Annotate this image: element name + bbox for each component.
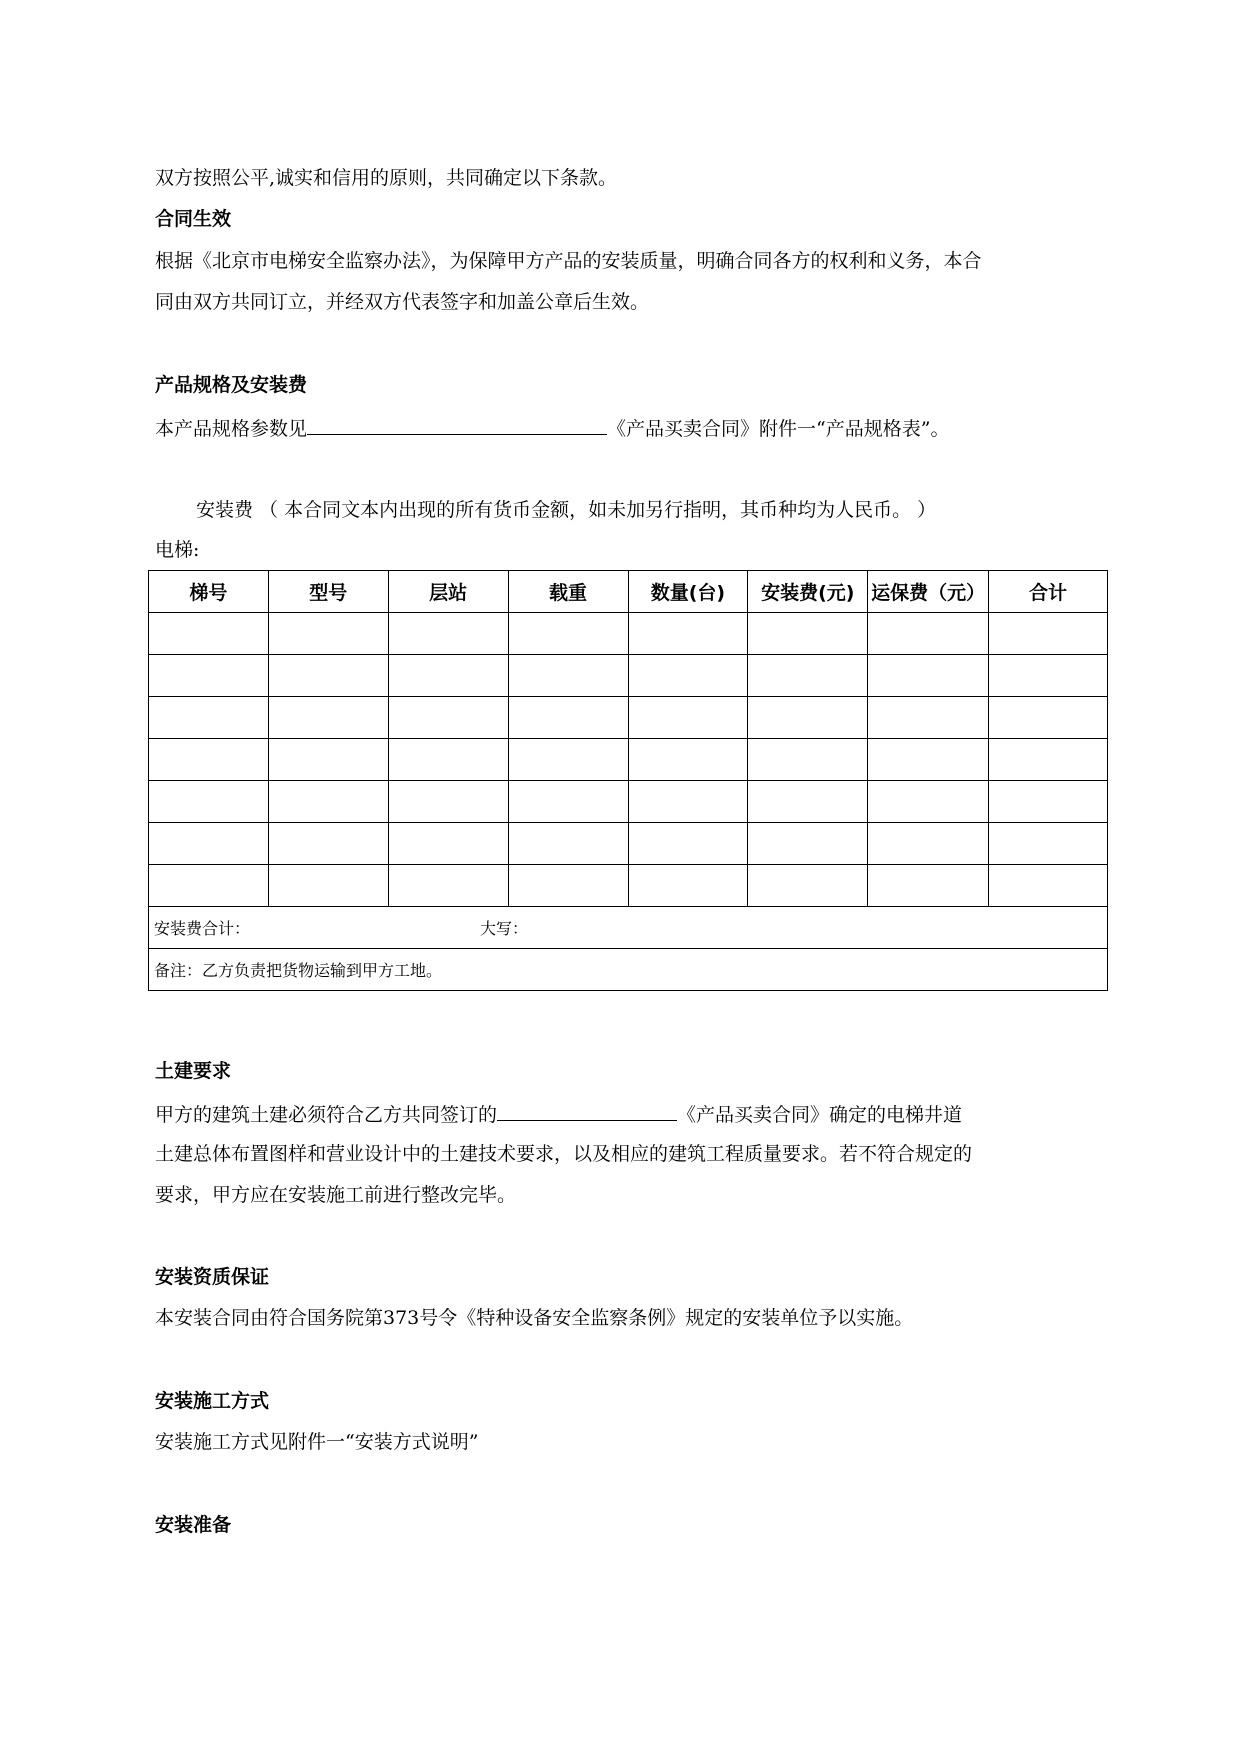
table-cell[interactable] <box>388 739 508 781</box>
table-cell[interactable] <box>748 739 868 781</box>
table-cell[interactable] <box>989 739 1108 781</box>
spec-blank-field[interactable] <box>307 414 607 435</box>
table-total-row <box>149 907 1108 949</box>
elevator-label: 电梯: <box>155 539 200 561</box>
table-cell[interactable] <box>868 697 989 739</box>
table-cell[interactable] <box>388 781 508 823</box>
table-cell[interactable] <box>508 655 628 697</box>
table-cell[interactable] <box>868 781 989 823</box>
table-cell[interactable] <box>989 781 1108 823</box>
table-row <box>149 865 1108 907</box>
table-cell[interactable] <box>868 739 989 781</box>
section-title-prep: 安装准备 <box>155 1514 232 1536</box>
method-text: 安装施工方式见附件一“安装方式说明” <box>155 1431 479 1453</box>
table-cell[interactable] <box>748 697 868 739</box>
header-cell: 层站 <box>388 571 508 613</box>
table-remark-row <box>149 949 1108 991</box>
section-title-spec: 产品规格及安装费 <box>155 374 308 396</box>
table-cell[interactable] <box>149 739 269 781</box>
table-cell[interactable] <box>989 865 1108 907</box>
table-cell[interactable] <box>628 655 748 697</box>
spec-text-prefix: 本产品规格参数见 <box>155 418 308 440</box>
table-cell[interactable] <box>628 781 748 823</box>
civil-text-line1 <box>155 1100 962 1128</box>
civil-blank-field[interactable] <box>497 1100 677 1121</box>
table-cell[interactable] <box>868 823 989 865</box>
table-cell[interactable] <box>508 823 628 865</box>
total-cell[interactable] <box>149 907 1108 949</box>
table-cell[interactable] <box>989 697 1108 739</box>
header-cell: 安装费(元) <box>748 571 868 613</box>
table-cell[interactable] <box>868 655 989 697</box>
effect-text-line2: 同由双方共同订立，并经双方代表签字和加盖公章后生效。 <box>155 291 650 313</box>
table-row <box>149 697 1108 739</box>
table-header-row <box>149 571 1108 613</box>
table-cell[interactable] <box>508 697 628 739</box>
table-cell[interactable] <box>868 865 989 907</box>
table-cell[interactable] <box>508 613 628 655</box>
table-cell[interactable] <box>388 823 508 865</box>
table-cell[interactable] <box>388 865 508 907</box>
table-cell[interactable] <box>628 739 748 781</box>
table-cell[interactable] <box>748 613 868 655</box>
civil-text-line2: 土建总体布置图样和营业设计中的土建技术要求，以及相应的建筑工程质量要求。若不符合规定的 <box>155 1143 973 1165</box>
table-row <box>149 823 1108 865</box>
table-cell[interactable] <box>748 865 868 907</box>
qualification-text: 本安装合同由符合国务院第373号令《特种设备安全监察条例》规定的安装单位予以实施。 <box>155 1307 914 1329</box>
table-cell[interactable] <box>868 613 989 655</box>
table-cell[interactable] <box>748 781 868 823</box>
table-cell[interactable] <box>748 823 868 865</box>
install-fee-table <box>148 570 1108 991</box>
table-cell[interactable] <box>149 697 269 739</box>
section-title-qualification: 安装资质保证 <box>155 1266 270 1288</box>
fee-currency-note: 安装费 （ 本合同文本内出现的所有货币金额，如未加另行指明，其币种均为人民币。 ） <box>196 499 937 521</box>
section-title-method: 安装施工方式 <box>155 1390 270 1412</box>
table-row <box>149 655 1108 697</box>
header-cell: 数量(台) <box>628 571 748 613</box>
table-cell[interactable] <box>149 865 269 907</box>
table-cell[interactable] <box>989 823 1108 865</box>
table-cell[interactable] <box>388 613 508 655</box>
table-cell[interactable] <box>268 823 388 865</box>
remark-cell: 备注：乙方负责把货物运输到甲方工地。 <box>149 949 1108 991</box>
table-cell[interactable] <box>268 781 388 823</box>
header-cell: 合计 <box>989 571 1108 613</box>
table-cell[interactable] <box>508 865 628 907</box>
section-title-civil: 土建要求 <box>155 1060 232 1082</box>
intro-text: 双方按照公平,诚实和信用的原则，共同确定以下条款。 <box>155 167 618 189</box>
civil-text-line3: 要求，甲方应在安装施工前进行整改完毕。 <box>155 1184 517 1206</box>
table-cell[interactable] <box>149 655 269 697</box>
table-cell[interactable] <box>268 739 388 781</box>
header-cell: 梯号 <box>149 571 269 613</box>
table-cell[interactable] <box>268 697 388 739</box>
table-cell[interactable] <box>748 655 868 697</box>
table-cell[interactable] <box>508 739 628 781</box>
header-cell: 运保费（元） <box>868 571 989 613</box>
table-cell[interactable] <box>628 697 748 739</box>
table-cell[interactable] <box>268 613 388 655</box>
total-label: 安装费合计： <box>154 919 251 938</box>
table-row <box>149 781 1108 823</box>
civil-text-prefix: 甲方的建筑土建必须符合乙方共同签订的 <box>155 1104 498 1126</box>
uppercase-label: 大写： <box>480 919 529 938</box>
table-cell[interactable] <box>628 823 748 865</box>
header-cell: 载重 <box>508 571 628 613</box>
table-cell[interactable] <box>388 697 508 739</box>
spec-text-line <box>155 414 949 442</box>
spec-text-suffix: 《产品买卖合同》附件一“产品规格表”。 <box>607 418 950 440</box>
table-cell[interactable] <box>628 613 748 655</box>
header-cell: 型号 <box>268 571 388 613</box>
table-cell[interactable] <box>149 823 269 865</box>
table-cell[interactable] <box>628 865 748 907</box>
section-title-effect: 合同生效 <box>155 208 232 230</box>
effect-text-line1: 根据《北京市电梯安全监察办法》，为保障甲方产品的安装质量，明确合同各方的权利和义务，本合 <box>155 250 982 272</box>
table-cell[interactable] <box>508 781 628 823</box>
table-cell[interactable] <box>149 781 269 823</box>
table-cell[interactable] <box>989 613 1108 655</box>
table-cell[interactable] <box>268 655 388 697</box>
table-cell[interactable] <box>989 655 1108 697</box>
civil-text-suffix: 《产品买卖合同》确定的电梯井道 <box>677 1104 963 1126</box>
table-cell[interactable] <box>149 613 269 655</box>
table-row <box>149 739 1108 781</box>
table-cell[interactable] <box>268 865 388 907</box>
table-cell[interactable] <box>388 655 508 697</box>
table-row <box>149 613 1108 655</box>
